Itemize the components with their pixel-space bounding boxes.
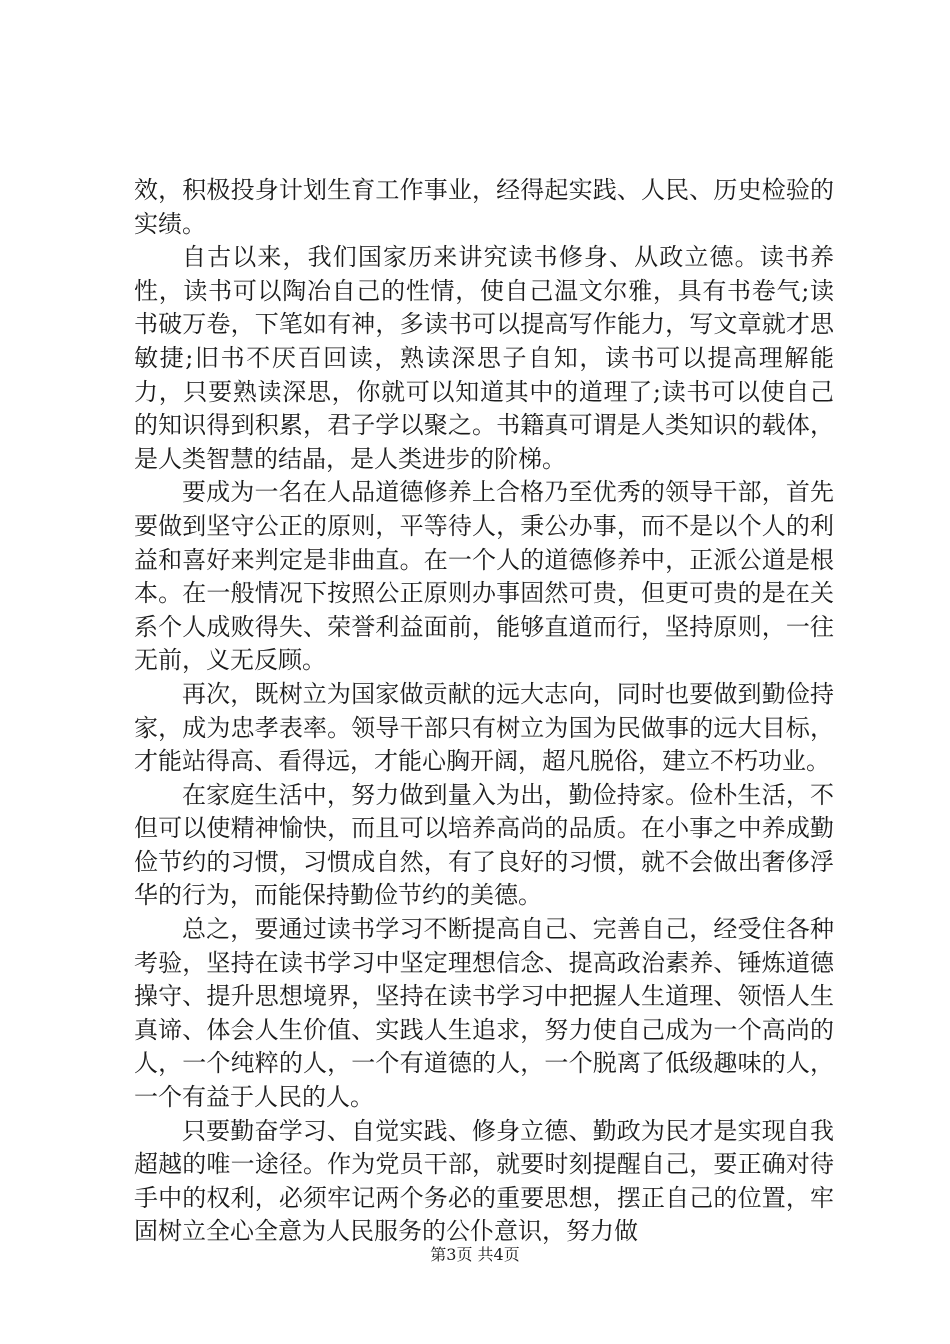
paragraph: 再次，既树立为国家做贡献的远大志向，同时也要做到勤俭持家，成为忠孝表率。领导干部只有树立为国为民做事的远大目标，才能站得高、看得远，才能心胸开阔，超凡脱俗，建立不朽功业。 [134,679,834,776]
paragraph: 只要勤奋学习、自觉实践、修身立德、勤政为民才是实现自我超越的唯一途径。作为党员干部，就要时刻提醒自己，要正确对待手中的权利，必须牢记两个务必的重要思想，摆正自己的位置，牢固树立全心全意为人民服务的公仆意识，努力做 [134,1116,834,1246]
paragraph: 自古以来，我们国家历来讲究读书修身、从政立德。读书养性，读书可以陶冶自己的性情，使自己温文尔雅，具有书卷气;读书破万卷，下笔如有神，多读书可以提高写作能力，写文章就才思敏捷;旧书不厌百回读，熟读深思子自知，读书可以提高理解能力，只要熟读深思，你就可以知道其中的道理了;读书可以使自己的知识得到积累，君子学以聚之。书籍真可谓是人类知识的载体，是人类智慧的结晶，是人类进步的阶梯。 [134,243,834,473]
page-number-footer: 第3页 共4页 [430,1245,520,1264]
document-body [134,174,834,1249]
paragraph: 总之，要通过读书学习不断提高自己、完善自己，经受住各种考验，坚持在读书学习中坚定理想信念、提高政治素养、锤炼道德操守、提升思想境界，坚持在读书学习中把握人生道理、领悟人生真谛、体会人生价值、实践人生追求，努力使自己成为一个高尚的人，一个纯粹的人，一个有道德的人，一个脱离了低级趣味的人，一个有益于人民的人。 [134,915,834,1112]
paragraph: 要成为一名在人品道德修养上合格乃至优秀的领导干部，首先要做到坚守公正的原则，平等待人，秉公办事，而不是以个人的利益和喜好来判定是非曲直。在一个人的道德修养中，正派公道是根本。在一般情况下按照公正原则办事固然可贵，但更可贵的是在关系个人成败得失、荣誉利益面前，能够直道而行，坚持原则，一往无前，义无反顾。 [134,478,834,675]
paragraph: 在家庭生活中，努力做到量入为出，勤俭持家。俭朴生活，不但可以使精神愉快，而且可以培养高尚的品质。在小事之中养成勤俭节约的习惯，习惯成自然，有了良好的习惯，就不会做出奢侈浮华的行为，而能保持勤俭节约的美德。 [134,780,834,910]
paragraph: 效，积极投身计划生育工作事业，经得起实践、人民、历史检验的实绩。 [134,176,834,238]
